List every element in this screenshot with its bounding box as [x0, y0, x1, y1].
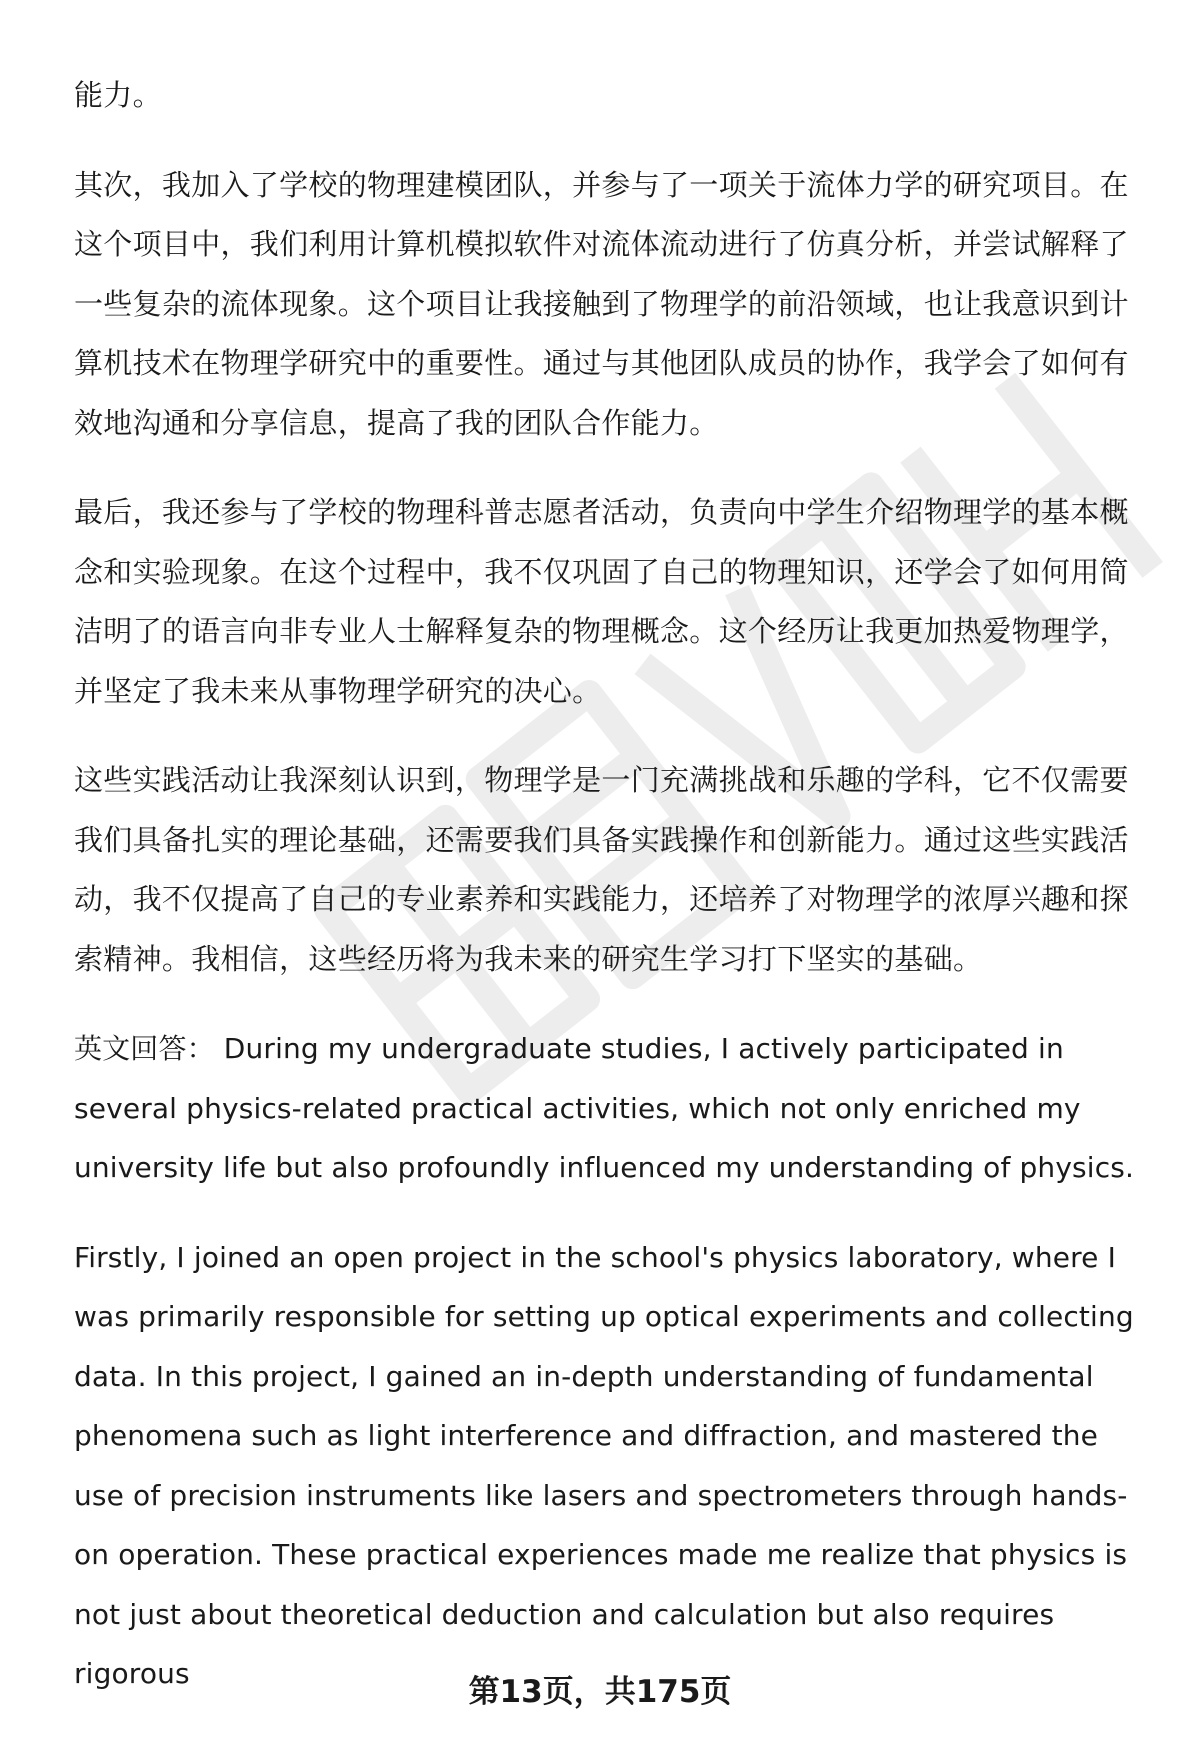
paragraph-english-intro: 英文回答： During my undergraduate studies, I actively participated in several physics-related practical activities, which not only enriched my university life but also profoundly influenced my understanding of physics. — [74, 1032, 1135, 1184]
paragraph-summary: 这些实践活动让我深刻认识到，物理学是一门充满挑战和乐趣的学科，它不仅需要我们具备扎实的理论基础，还需要我们具备实践操作和创新能力。通过这些实践活动，我不仅提高了自己的专业素养和实践能力，还培养了对物理学的浓厚兴趣和探索精神。我相信，这些经历将为我未来的研究生学习打下坚实的基础。 — [74, 763, 1129, 976]
paragraph-english-firstly: Firstly, I joined an open project in the school's physics laboratory, where I was primarily responsible for setting up optical experiments and collecting data. In this project, I gained an in-depth understanding of fundamental phenomena such as light interference and diffraction, and mastered the use of precision instruments like lasers and spectrometers through hands-on operation. These practical experiences made me realize that physics is not just about theoretical deduction and calculation but also requires rigorous — [74, 1240, 1134, 1690]
page-number: 第13页，共175页 — [468, 1674, 732, 1710]
paragraph-continuation: 能力。 — [74, 78, 162, 112]
paragraph-volunteer: 最后，我还参与了学校的物理科普志愿者活动，负责向中学生介绍物理学的基本概念和实验现象。在这个过程中，我不仅巩固了自己的物理知识，还学会了如何用简洁明了的语言向非专业人士解释复杂的物理概念。这个经历让我更加热爱物理学，并坚定了我未来从事物理学研究的决心。 — [74, 495, 1129, 708]
paragraph-modeling-team: 其次，我加入了学校的物理建模团队，并参与了一项关于流体力学的研究项目。在这个项目中，我们利用计算机模拟软件对流体流动进行了仿真分析，并尝试解释了一些复杂的流体现象。这个项目让我接触到了物理学的前沿领域，也让我意识到计算机技术在物理学研究中的重要性。通过与其他团队成员的协作，我学会了如何有效地沟通和分享信息，提高了我的团队合作能力。 — [74, 167, 1129, 440]
document-body — [74, 66, 1154, 1734]
